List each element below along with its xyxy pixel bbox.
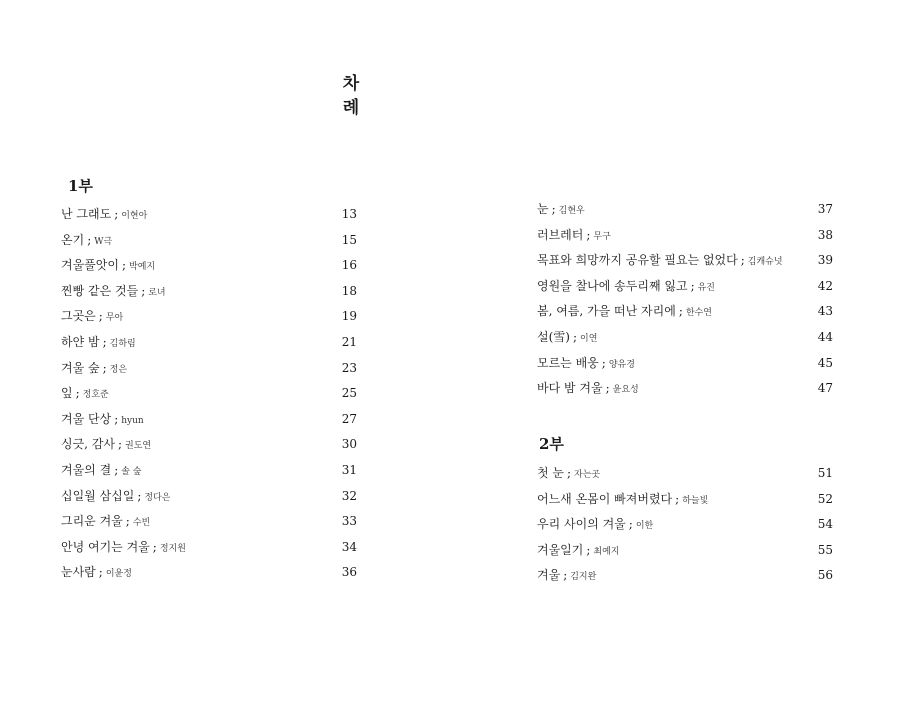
part-2-heading: 2부 xyxy=(539,435,564,453)
entry-title: 잎 xyxy=(61,386,73,401)
entry-page-number: 55 xyxy=(817,542,833,557)
entry-separator: ; xyxy=(605,381,610,396)
entry-separator: ; xyxy=(98,565,103,580)
entry-page-number: 18 xyxy=(341,283,357,298)
entry-separator: ; xyxy=(102,334,107,349)
entry-page-number: 25 xyxy=(341,386,357,401)
entry-page-number: 30 xyxy=(341,437,357,452)
entry-page-number: 45 xyxy=(817,355,833,370)
toc-entry xyxy=(537,487,833,513)
entry-separator: ; xyxy=(628,517,633,532)
entry-title: 겨울일기 xyxy=(537,542,584,557)
entry-author: 김현우 xyxy=(558,206,585,216)
part-2-list xyxy=(537,461,833,589)
entry-separator: ; xyxy=(567,466,572,480)
entry-separator: ; xyxy=(98,309,103,324)
entry-title: 바다 밤 겨울 xyxy=(537,381,603,396)
entry-page-number: 23 xyxy=(341,360,357,375)
entry-title: 겨울 xyxy=(537,568,561,583)
entry-title: 어느새 온몸이 빠져버렸다 xyxy=(537,491,673,506)
entry-separator: ; xyxy=(125,514,130,529)
entry-title: 겨울 숲 xyxy=(61,360,100,375)
toc-title xyxy=(338,72,364,120)
toc-entry xyxy=(61,356,357,382)
entry-separator: ; xyxy=(141,283,146,298)
toc-entry xyxy=(61,381,357,407)
entry-author: 김하림 xyxy=(109,338,136,349)
entry-page-number: 36 xyxy=(341,565,357,580)
entry-author: 정은 xyxy=(109,364,128,375)
entry-author: 유진 xyxy=(697,282,715,293)
toc-title-char-1: 차 xyxy=(342,74,360,94)
entry-author: 하늘빛 xyxy=(682,495,709,506)
entry-separator: ; xyxy=(675,491,680,506)
toc-entry xyxy=(537,325,833,351)
entry-separator: ; xyxy=(601,355,606,370)
toc-entry xyxy=(537,248,833,274)
toc-entry xyxy=(61,484,357,510)
entry-title: 목표와 희망까지 공유할 필요는 없었다 xyxy=(537,253,738,268)
toc-entry xyxy=(61,202,357,228)
entry-author: 로녀 xyxy=(148,287,166,298)
entry-separator: ; xyxy=(87,232,92,247)
entry-page-number: 44 xyxy=(817,329,833,344)
part-1-continued-list xyxy=(537,197,833,402)
entry-title: 난 그래도 xyxy=(61,207,112,221)
entry-page-number: 31 xyxy=(341,462,357,477)
entry-author: W극 xyxy=(94,236,113,247)
entry-page-number: 52 xyxy=(817,491,833,506)
entry-page-number: 27 xyxy=(341,411,357,426)
part-1-heading: 1부 xyxy=(68,177,93,195)
entry-page-number: 39 xyxy=(817,253,833,268)
entry-author: 무아 xyxy=(105,313,124,324)
entry-title: 찐빵 같은 것들 xyxy=(61,283,139,298)
entry-title: 눈사람 xyxy=(61,565,96,580)
entry-author: 최예지 xyxy=(593,546,620,557)
toc-entry xyxy=(537,563,833,589)
entry-page-number: 16 xyxy=(341,258,357,273)
entry-title: 싱긋, 감사 xyxy=(61,437,115,452)
entry-author: 이현아 xyxy=(121,211,148,221)
toc-entry xyxy=(537,197,833,223)
entry-author: 솔 숲 xyxy=(121,466,142,477)
entry-author: 무구 xyxy=(593,231,611,242)
entry-author: 한수연 xyxy=(685,308,712,319)
entry-page-number: 15 xyxy=(341,232,357,247)
entry-page-number: 34 xyxy=(341,539,357,554)
entry-author: 김캐슈넛 xyxy=(747,257,783,268)
entry-page-number: 33 xyxy=(341,514,357,529)
entry-page-number: 51 xyxy=(817,466,833,480)
entry-page-number: 21 xyxy=(341,334,357,349)
entry-page-number: 38 xyxy=(817,227,833,242)
entry-author: 정다은 xyxy=(144,492,171,503)
toc-entry xyxy=(61,304,357,330)
entry-separator: ; xyxy=(118,437,123,452)
toc-entry xyxy=(61,279,357,305)
entry-author: 자는곳 xyxy=(574,470,601,480)
entry-author: 박예지 xyxy=(129,262,156,273)
entry-title: 십일월 삼십일 xyxy=(61,488,135,503)
toc-entry xyxy=(61,330,357,356)
entry-author: 이연 xyxy=(580,333,598,344)
toc-title-char-2: 례 xyxy=(342,98,360,118)
entry-author: 정지원 xyxy=(159,543,186,554)
entry-title: 그곳은 xyxy=(61,309,96,324)
entry-separator: ; xyxy=(152,539,157,554)
entry-separator: ; xyxy=(75,386,80,401)
entry-separator: ; xyxy=(114,462,119,477)
entry-title: 겨울풀앗이 xyxy=(61,258,119,273)
entry-title: 봄, 여름, 가을 떠난 자리에 xyxy=(537,304,676,319)
toc-entry xyxy=(537,461,833,487)
entry-title: 하얀 밤 xyxy=(61,334,100,349)
entry-author: 이한 xyxy=(635,521,654,532)
entry-author: 수빈 xyxy=(132,518,151,529)
entry-page-number: 37 xyxy=(817,202,833,216)
entry-title: 그리운 겨울 xyxy=(61,514,123,529)
toc-entry xyxy=(537,299,833,325)
entry-separator: ; xyxy=(114,411,119,426)
toc-entry xyxy=(61,253,357,279)
entry-author: 이윤정 xyxy=(105,569,132,580)
entry-title: 안녕 여기는 겨울 xyxy=(61,539,150,554)
toc-entry xyxy=(537,376,833,402)
entry-page-number: 13 xyxy=(341,207,357,221)
toc-entry xyxy=(537,223,833,249)
toc-entry xyxy=(61,509,357,535)
toc-entry xyxy=(61,535,357,561)
entry-separator: ; xyxy=(586,227,591,242)
entry-title: 우리 사이의 겨울 xyxy=(537,517,626,532)
entry-separator: ; xyxy=(678,304,683,319)
toc-entry xyxy=(61,432,357,458)
entry-separator: ; xyxy=(102,360,107,375)
entry-author: 정호준 xyxy=(82,390,109,401)
toc-entry xyxy=(537,512,833,538)
entry-page-number: 32 xyxy=(341,488,357,503)
entry-title: 눈 xyxy=(537,202,549,216)
toc-entry xyxy=(61,228,357,254)
entry-author: hyun xyxy=(121,415,144,426)
toc-entry xyxy=(537,538,833,564)
entry-separator: ; xyxy=(586,542,591,557)
toc-entry xyxy=(537,274,833,300)
entry-separator: ; xyxy=(563,568,568,583)
entry-page-number: 42 xyxy=(817,278,833,293)
entry-page-number: 56 xyxy=(817,568,833,583)
part-1-list xyxy=(61,202,357,586)
entry-author: 양유경 xyxy=(608,359,635,370)
entry-page-number: 43 xyxy=(817,304,833,319)
entry-title: 겨울 단상 xyxy=(61,411,112,426)
toc-entry xyxy=(61,458,357,484)
entry-separator: ; xyxy=(740,253,745,268)
entry-title: 첫 눈 xyxy=(537,466,564,480)
entry-separator: ; xyxy=(551,202,556,216)
entry-title: 모르는 배웅 xyxy=(537,355,599,370)
entry-title: 설(雪) xyxy=(537,329,570,344)
toc-entry xyxy=(537,351,833,377)
entry-title: 온기 xyxy=(61,232,85,247)
toc-entry xyxy=(61,407,357,433)
entry-page-number: 54 xyxy=(817,517,833,532)
entry-separator: ; xyxy=(572,329,578,344)
entry-page-number: 47 xyxy=(817,381,833,396)
entry-separator: ; xyxy=(137,488,142,503)
entry-title: 러브레터 xyxy=(537,227,584,242)
entry-page-number: 19 xyxy=(341,309,357,324)
entry-separator: ; xyxy=(121,258,127,273)
entry-separator: ; xyxy=(114,207,119,221)
entry-author: 권도연 xyxy=(125,441,152,452)
entry-title: 겨울의 결 xyxy=(61,462,112,477)
entry-separator: ; xyxy=(690,278,695,293)
entry-author: 윤요성 xyxy=(612,385,639,396)
entry-author: 김지완 xyxy=(570,572,597,583)
entry-title: 영원을 찰나에 송두리째 잃고 xyxy=(537,278,688,293)
toc-entry xyxy=(61,560,357,586)
